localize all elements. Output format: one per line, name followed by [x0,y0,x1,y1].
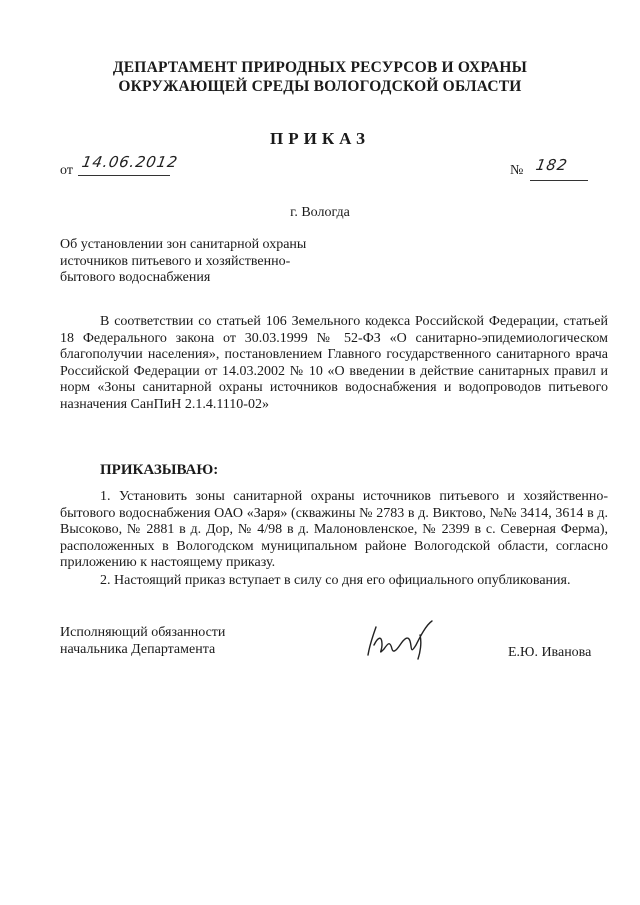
handwritten-date: 14.06.2012 [80,153,180,171]
number-label: № [510,163,524,178]
preamble-paragraph: В соответствии со статьей 106 Земельного кодекса Российской Федерации, статьей 18 Федерального закона от 30.03.1999 № 52-ФЗ «О санитарно-эпидемиологическом благополучии населения», постановлением Главного государственного санитарного врача Российской Федерации от 14.03.2002 № 10 «О введении в действие санитарных правил и норм «Зоны санитарной охраны источников водоснабжения и водопроводов питьевого назначения СанПиН 2.1.4.1110-02» [60,314,608,412]
signature-image [360,615,440,663]
signer-line-1: Исполняющий обязанности [60,625,226,640]
date-label: от [60,163,73,178]
header-line-1: ДЕПАРТАМЕНТ ПРИРОДНЫХ РЕСУРСОВ И ОХРАНЫ [112,59,528,76]
date-underline [78,175,170,176]
department-header [0,58,640,96]
city: г. Вологда [290,205,350,220]
signer-line-2: начальника Департамента [60,642,216,657]
document-title: ПРИКАЗ [270,129,370,148]
signer-position [60,624,310,658]
order-heading: ПРИКАЗЫВАЮ: [100,462,219,478]
order-item-2: 2. Настоящий приказ вступает в силу со дня его официального опубликования. [100,573,571,588]
header-line-2: ОКРУЖАЮЩЕЙ СРЕДЫ ВОЛОГОДСКОЙ ОБЛАСТИ [118,78,522,95]
number-underline [530,180,588,181]
subject: Об установлении зон санитарной охраны источников питьевого и хозяйственно-бытового водоснабжения [60,237,307,285]
order-item-1: 1. Установить зоны санитарной охраны источников питьевого и хозяйственно-бытового водоснабжения ОАО «Заря» (скважины № 2783 в д. Виктово, №№ 3414, 3614 в д. Высоково, № 2881 в д. Дор, № 4/98 в д. Малоновленское, № 2399 в с. Северная Ферма), расположенных в Вологодском муниципальном районе Вологодской области, согласно приложению к настоящему приказу. [60,489,608,570]
signer-name: Е.Ю. Иванова [508,645,592,660]
handwritten-number: 182 [534,156,570,174]
